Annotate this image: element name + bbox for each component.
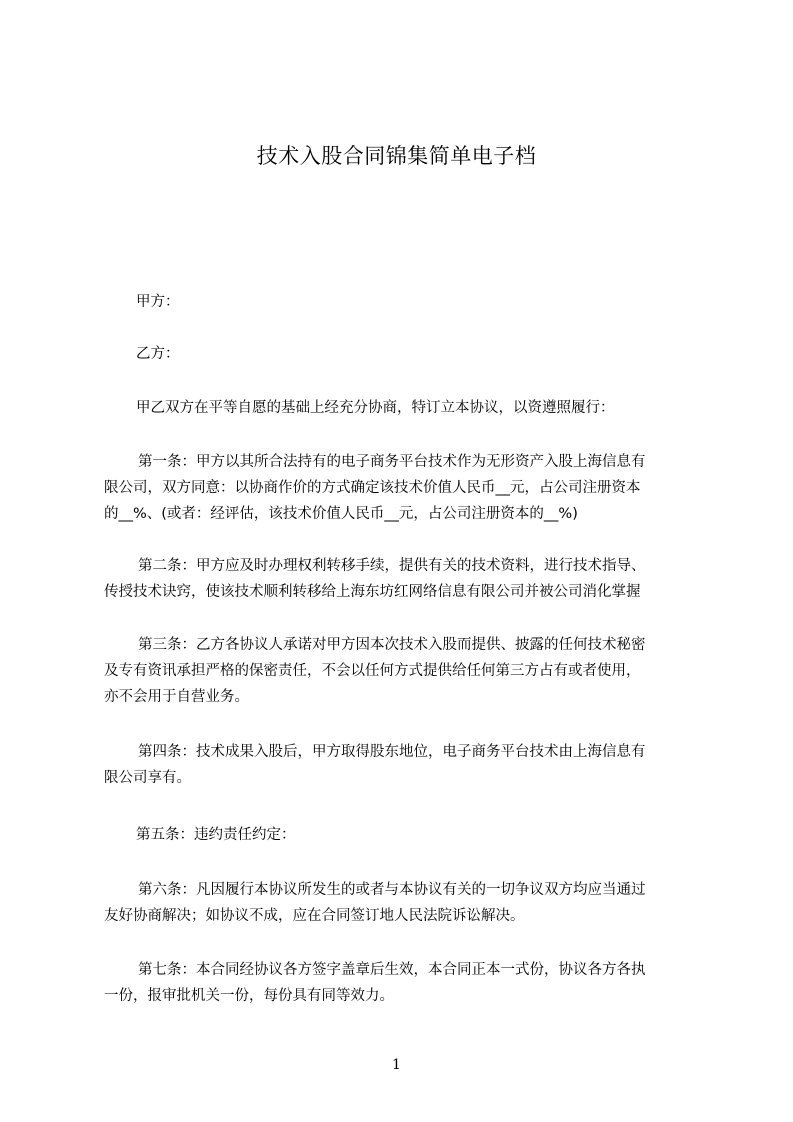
article-5 — [136, 822, 736, 848]
article-4 — [104, 739, 704, 791]
article-3 — [104, 632, 704, 710]
article-7-line-2: 一份，报审批机关一份，每份具有同等效力。 — [104, 988, 394, 1004]
article-3-line-2: 及专有资讯承担严格的保密责任，不会以任何方式提供给任何第三方占有或者使用， — [104, 663, 641, 679]
page-number: 1 — [392, 1057, 401, 1073]
party-a-text: 甲方： — [136, 294, 180, 310]
document-title: 技术入股合同锦集简单电子档 — [256, 144, 537, 168]
preamble-text: 甲乙双方在平等自愿的基础上经充分协商，特订立本协议，以资遵照履行： — [136, 400, 615, 416]
article-1-line-2: 限公司，双方同意：以协商作价的方式确定该技术价值人民币__元，占公司注册资本 — [104, 480, 641, 496]
article-1 — [104, 449, 704, 527]
article-7 — [104, 957, 704, 1009]
article-1-line-3: 的__%、(或者：经评估，该技术价值人民币__元，占公司注册资本的__%) — [104, 506, 578, 522]
article-2-line-1: 第二条：甲方应及时办理权利转移手续，提供有关的技术资料，进行技术指导、 — [138, 558, 646, 574]
party-b-label — [136, 341, 736, 367]
party-a-label — [136, 289, 736, 315]
article-3-line-1: 第三条：乙方各协议人承诺对甲方因本次技术入股而提供、披露的任何技术秘密 — [138, 637, 646, 653]
article-4-line-1: 第四条：技术成果入股后，甲方取得股东地位，电子商务平台技术由上海信息有 — [138, 744, 646, 760]
preamble — [136, 395, 736, 421]
article-2 — [104, 553, 704, 605]
article-6-line-1: 第六条：凡因履行本协议所发生的或者与本协议有关的一切争议双方均应当通过 — [138, 882, 646, 898]
article-3-line-3: 亦不会用于自营业务。 — [104, 689, 249, 705]
article-1-line-1: 第一条：甲方以其所合法持有的电子商务平台技术作为无形资产入股上海信息有 — [138, 454, 646, 470]
party-b-text: 乙方： — [136, 346, 180, 362]
article-6-line-2: 友好协商解决；如协议不成，应在合同签订地人民法院诉讼解决。 — [104, 908, 525, 924]
article-6 — [104, 877, 704, 929]
article-5-text: 第五条：违约责任约定： — [136, 827, 296, 843]
article-2-line-2: 传授技术诀窍，使该技术顺利转移给上海东坊红网络信息有限公司并被公司消化掌握 — [104, 584, 641, 600]
article-7-line-1: 第七条：本合同经协议各方签字盖章后生效，本合同正本一式份，协议各方各执 — [138, 962, 646, 978]
article-4-line-2: 限公司享有。 — [104, 770, 191, 786]
